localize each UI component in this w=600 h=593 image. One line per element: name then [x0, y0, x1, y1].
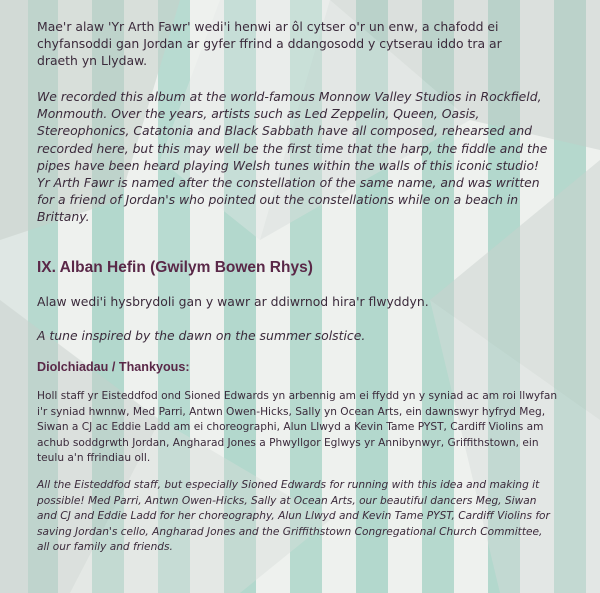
intro-english-paragraph: We recorded this album at the world-famous Monnow Valley Studios in Rockfield, Monmouth. Over the years, artists such as Led Zeppelin, Queen, Oasis, Stereophonics, Catatonia and Black Sabbath have all composed, rehearsed and recorded here, but this may well be the first time that the harp, the fiddle and the pipes have been heard playing Welsh tunes within the walls of this iconic studio! Yr Arth Fawr is named after the constellation of the same name, and was written for a friend of Jordan's who pointed out the constellations while on a beach in Brittany.	[37, 89, 548, 225]
track-english-description: A tune inspired by the dawn on the summer solstice.	[37, 328, 366, 343]
thanks-welsh-paragraph: Holl staff yr Eisteddfod ond Sioned Edwards yn arbennig am ei ffydd yn y syniad ac am roi llwyfan i'r syniad hwnnw, Med Parri, Antwn Owen-Hicks, Sally yn Ocean Arts, ein dawnswyr hyfryd Meg, Siwan a CJ ac Eddie Ladd am ei choreographi, Alun Llwyd a Kevin Tame PYST, Cardiff Violins am achub soddgrwth Jordan, Angharad Jones a Phwyllgor Eglwys yr Annibynwyr, Griffithstown, ein teulu a'n ffrindiau oll.	[37, 390, 558, 465]
track-welsh-description: Alaw wedi'i hysbrydoli gan y wawr ar ddiwrnod hira'r flwyddyn.	[37, 294, 429, 309]
intro-welsh-paragraph: Mae'r alaw 'Yr Arth Fawr' wedi'i henwi ar ôl cytser o'r un enw, a chafodd ei chyfansoddi gan Jordan ar gyfer ffrind a ddangosodd y cytserau iddo tra ar draeth yn Llydaw.	[37, 19, 502, 69]
thanks-heading: Diolchiadau / Thankyous:	[37, 360, 190, 374]
track-title: IX. Alban Hefin (Gwilym Bowen Rhys)	[37, 259, 313, 276]
thanks-english-paragraph: All the Eisteddfod staff, but especially Sioned Edwards for running with this idea and making it possible! Med Parri, Antwn Owen-Hicks, Sally at Ocean Arts, our beautiful dancers Meg, Siwan and CJ and Eddie Ladd for her choreography, Alun Llwyd and Kevin Tame PYST, Cardiff Violins for saving Jordan's cello, Angharad Jones and the Griffithstown Congregational Church Committee, all our family and friends.	[37, 479, 550, 554]
